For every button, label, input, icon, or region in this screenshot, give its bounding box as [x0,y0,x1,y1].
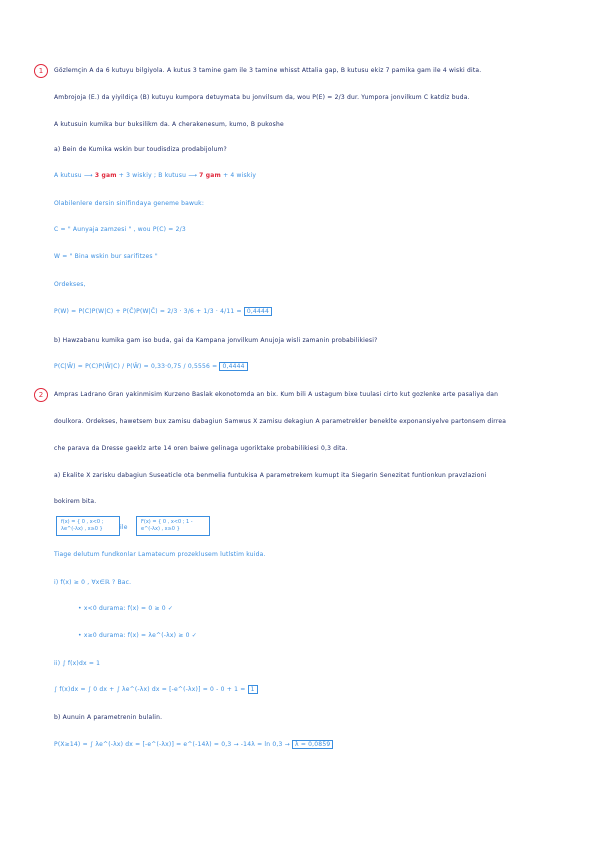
equation-1 [54,308,272,316]
integral-line [54,686,258,694]
bullet-case-2: • x≥0 durama: f(x) = λe^(-λx) ≥ 0 ✓ [78,632,197,639]
problem-2-text-line-4: bokirem bita. [54,498,97,505]
integral-answer-box: 1 [248,685,258,694]
arrow-right-icon: ⟶ [188,172,198,179]
equation-2-answer-box: 0,4444 [219,362,247,371]
final-equation [54,741,333,749]
pdf-formula-box: f(x) = { 0 , x<0 ; λe^(-λx) , x≥0 } [56,516,120,536]
problem-1-text-line-2: Ambrojoja (E.) da yiyildiça (B) kutuyu kumpora detuymata bu jonvilsum da, wou P(E) = 2/3 dur. Yumpora jonvilkum C katdiz buda. [54,94,470,101]
equation-2-value: P(C)P(W̄|C) / P(W̄) = [85,363,149,370]
arrow-right-icon: ⟶ [83,172,93,179]
ile-label: ile [120,524,128,531]
problem-1-text-line-3: A kutusuin kumika bur buksilikm da. A cherakenesum, kumo, B pukoshe [54,121,284,128]
final-answer-box: λ = 0,0859 [292,740,333,749]
definition-w: W = " Bina wskin bur sarifitzes " [54,253,158,260]
equation-1-label: P(W) = P(C)P(W|C) + P(C̄)P(W|C̄) = [54,308,166,315]
problem-2-number: 2 [34,388,48,402]
definitions-heading: Olabilenlere dersin sinifindaya geneme bawuk: [54,200,205,207]
chain-mid: + 3 wiskiy ; B kutusu [118,172,187,179]
ordek-label: Ordekses, [54,281,86,288]
problem-2-text-line-2: doulkora. Ordekses, hawetsem bux zamisu dabagiun Samwus X zamisu dekagiun A parametrekler beneklte exponansiyelve partonsem dirrea [54,418,507,425]
equation-2-value-2: 0,33·0,75 / 0,5556 = [150,363,218,370]
conditions-text: Tiage delutum fundkonlar Lamatecum prozeklusem lutlstim kuida. [54,551,266,558]
equation-2 [54,363,248,371]
cdf-formula-box: F(x) = { 0 , x<0 ; 1 - e^(-λx) , x≥0 } [136,516,210,536]
problem-2-question-a: a) Ekalite X zarisku dabagiun Suseaticle ota benmelia funtukisa A parametrekem kumupt ita Siegarin Senezitat funtionkun pravzlazioni [54,472,487,479]
problem-1-text-line-1: Gözlemçin A da 6 kutuyu bilgiyola. A kutus 3 tamine gam ile 3 tamine whisst Attalia gap, B kutusu ekiz 7 pamika gam ile 4 wiski dita. [54,67,482,74]
chain-end: + 4 wiskiy [223,172,257,179]
equation-1-answer-box: 0,4444 [244,307,272,316]
problem-1-question-b: b) Hawzabanu kumika gam iso buda, gai da Kampana jonvilkum Anujoja wisli zamanin probabilikiesi? [54,337,378,344]
problem-1-number: 1 [34,64,48,78]
box-chain [54,172,256,180]
condition-i: i) f(x) ≥ 0 , ∀x∈ℝ ? Bac. [54,579,132,586]
chain-a-red: 3 gam [94,172,117,179]
definition-c: C = " Aunyaja zamzesi " , wou P(C) = 2/3 [54,226,186,233]
problem-2-text-line-1: Ampras Ladrano Gran yakinmisim Kurzeno Baslak ekonotomda an bix. Kum bili A ustagum bixe tuulasi cirto kut gozlenke arte pasaliya dan [54,391,499,398]
problem-2-text-line-3: che parava da Dresse gaeklz arte 14 oren baiwe gelinaga ugoriktake probabilikiesi 0,3 dita. [54,445,348,452]
condition-ii: ii) ∫ f(x)dx = 1 [54,660,101,667]
equation-2-label: P(C|W̄) = [54,363,83,370]
chain-b-red: 7 gam [199,172,221,179]
final-expression: P(X≥14) = ∫ λe^(-λx) dx = [-e^(-λx)] = e^(-14λ) = 0,3 → -14λ = ln 0,3 → [54,741,290,748]
chain-a-label: A kutusu [54,172,82,179]
integral-expression: ∫ f(x)dx = ∫ 0 dx + ∫ λe^(-λx) dx = [-e^(-λx)] = 0 - 0 + 1 = [54,686,246,693]
bullet-case-1: • x<0 durama: f(x) = 0 ≥ 0 ✓ [78,605,174,612]
problem-1-question-a: a) Bein de Kumika wskin bur toudisdiza prodabijolum? [54,146,227,153]
equation-1-value: 2/3 · 3/6 + 1/3 · 4/11 = [167,308,242,315]
problem-2-question-b: b) Aunuin A parametrenin bulalin. [54,714,163,721]
